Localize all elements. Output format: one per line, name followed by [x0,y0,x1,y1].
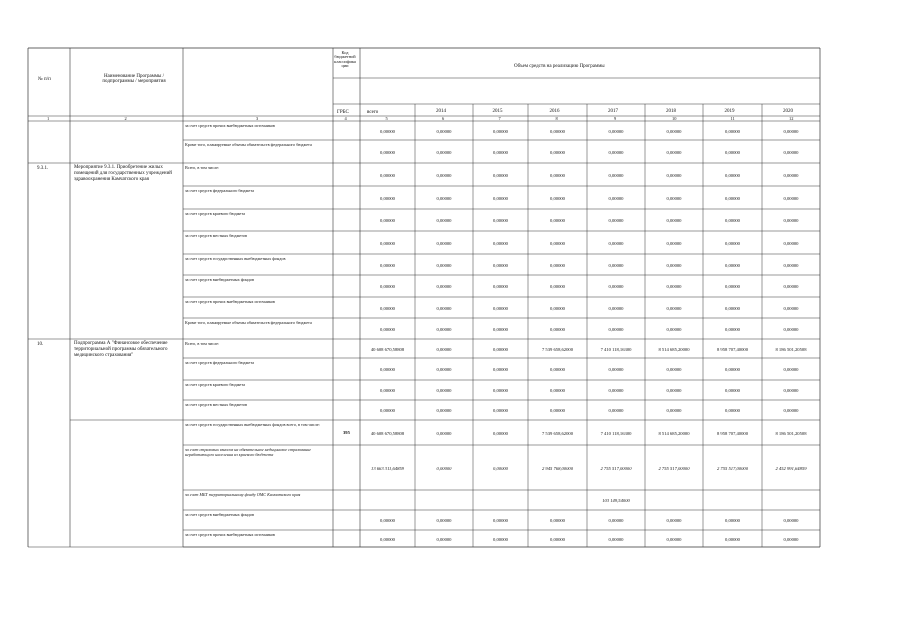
value-cell: 0,00000 [725,195,740,201]
value-cell: 0,00000 [666,367,682,372]
value-cell: 0,00000 [783,326,799,332]
value-cell: 0,00000 [783,240,799,246]
value-cell: 0,00000 [666,195,682,201]
value-cell: 0,00000 [493,195,508,201]
column-index: 4 [344,115,347,121]
value-cell: 0,00000 [380,367,395,372]
value-cell: 0,00000 [608,367,624,372]
value-cell: 0,00000 [783,536,799,542]
funding-source: за счет средств местных бюджетов [185,233,247,238]
value-cell: 0,00000 [608,388,624,393]
program-name: Мероприятие 9.3.1. Приобретение жилых помещений для государственных учреждений здравоохранения Камчатского края [74,165,172,182]
value-cell: 0,00000 [436,128,452,134]
funding-source: Кроме того, планируемые объемы обязательств федерального бюджета [185,142,312,147]
column-index: 8 [555,115,558,121]
value-cell: 0,00000 [608,518,624,523]
value-cell: 8 186 501,20508 [775,430,807,436]
value-cell: 103 149,54000 [602,498,630,503]
value-cell: 0,00000 [666,172,682,178]
value-cell: 0,00000 [380,149,395,155]
value-cell: 2 755 517,00000 [600,465,632,471]
funding-source: за счет средств местных бюджетов [185,402,247,407]
value-cell: 0,00000 [666,326,682,332]
value-cell: 0,00000 [493,284,508,289]
column-index: 2 [124,115,127,121]
value-cell: 7 539 658,62000 [541,346,573,352]
funding-source: Всего, в том числе: [185,165,220,170]
value-cell: 0,00000 [666,149,682,155]
value-cell: 0,00000 [608,305,624,311]
value-cell: 0,00000 [380,408,395,413]
value-cell: 0,00000 [380,305,395,311]
value-cell: 0,00000 [783,172,799,178]
value-cell: 0,00000 [436,408,452,413]
value-cell: 0,00000 [436,346,452,352]
value-cell: 0,00000 [436,465,452,471]
value-cell: 7 539 658,62000 [541,430,573,436]
value-cell: 2 755 517,00000 [658,465,690,471]
value-cell: 0,00000 [493,326,508,332]
value-cell: 0,00000 [550,128,565,134]
value-cell: 0,00000 [550,388,565,393]
value-cell: 8 186 501,20508 [775,346,807,352]
header-year: 2017 [608,109,618,114]
value-cell: 0,00000 [380,218,395,223]
value-cell: 0,00000 [783,262,799,268]
funding-source: Всего, в том числе: [185,341,220,346]
column-index: 11 [730,115,735,121]
row-number: 10. [37,342,44,347]
column-index: 6 [442,115,445,121]
value-cell: 8 514 685,20000 [658,430,690,436]
value-cell: 0,00000 [493,149,508,155]
value-cell: 0,00000 [608,149,624,155]
value-cell: 0,00000 [725,518,740,523]
value-cell: 0,00000 [608,536,624,542]
value-cell: 0,00000 [380,240,395,246]
funding-source: за счет средств прочих внебюджетных источников [185,299,275,304]
value-cell: 13 663 311,64859 [371,465,404,471]
header-year: 2015 [492,109,503,114]
value-cell: 0,00000 [436,388,452,393]
funding-source: за счет средств федерального бюджета [185,360,254,365]
value-cell: 0,00000 [436,240,452,246]
value-cell: 0,00000 [608,408,624,413]
value-cell: 0,00000 [783,149,799,155]
funding-source: за счет средств государственных внебюджетных фондов всего, в том числе: [185,422,320,427]
value-cell: 0,00000 [666,262,682,268]
value-cell: 0,00000 [725,149,740,155]
column-index: 5 [385,115,388,121]
value-cell: 0,00000 [436,430,452,436]
value-cell: 0,00000 [783,284,799,289]
value-cell: 8 958 707,40000 [716,346,748,352]
value-cell: 2 452 991,64859 [775,465,807,471]
value-cell: 0,00000 [666,284,682,289]
value-cell: 0,00000 [380,128,395,134]
funding-source: за счет средств внебюджетных фондов [185,277,254,282]
value-cell: 0,00000 [783,128,799,134]
value-cell: 0,00000 [666,218,682,223]
value-cell: 0,00000 [436,149,452,155]
value-cell: 0,00000 [493,518,508,523]
value-cell: 0,00000 [380,284,395,289]
value-cell: 7 410 118,16300 [600,430,632,436]
value-cell: 0,00000 [550,149,565,155]
value-cell: 0,00000 [380,536,395,542]
value-cell: 8 958 707,40000 [716,430,748,436]
header-year: 2014 [436,109,446,114]
value-cell: 0,00000 [436,518,452,523]
value-cell: 0,00000 [666,536,682,542]
value-cell: 40 608 670,58808 [370,346,405,352]
header-col-volume: Объем средств на реализацию Программы [514,64,605,69]
value-cell: 0,00000 [725,218,740,223]
row-number: 9.3.1. [37,166,49,171]
header-col-name: Наименование Программы / подпрограммы / мероприятия [102,74,166,84]
value-cell: 0,00000 [550,536,565,542]
program-name: Подпрограмма А "Финансовое обеспечение территориальной программы обязательного медицинского страхования" [74,341,168,358]
value-cell: 0,00000 [493,388,508,393]
value-cell: 0,00000 [725,284,740,289]
value-cell: 0,00000 [550,218,565,223]
value-cell: 0,00000 [608,284,624,289]
value-cell: 0,00000 [550,367,565,372]
value-cell: 8 514 685,20000 [658,346,690,352]
value-cell: 0,00000 [436,284,452,289]
header-year: 2016 [549,109,560,114]
value-cell: 0,00000 [666,388,682,393]
value-cell: 0,00000 [493,172,508,178]
value-cell: 0,00000 [550,195,565,201]
value-cell: 0,00000 [725,262,740,268]
value-cell: 40 608 670,58808 [370,430,405,436]
value-cell: 0,00000 [436,367,452,372]
value-cell: 0,00000 [783,518,799,523]
value-cell: 0,00000 [550,518,565,523]
value-cell: 0,00000 [666,305,682,311]
value-cell: 0,00000 [493,128,508,134]
value-cell: 0,00000 [666,518,682,523]
value-cell: 0,00000 [608,128,624,134]
value-cell: 0,00000 [783,305,799,311]
value-cell: 0,00000 [550,172,565,178]
value-cell: 0,00000 [725,326,740,332]
header-year: 2019 [724,109,735,114]
value-cell: 0,00000 [380,326,395,332]
value-cell: 0,00000 [725,240,740,246]
value-cell: 7 410 118,16300 [600,346,632,352]
value-cell: 2 945 768,00000 [541,465,573,471]
value-cell: 0,00000 [436,262,452,268]
value-cell: 0,00000 [436,218,452,223]
value-cell: 0,00000 [380,172,395,178]
funding-source: за счет страховых взносов на обязательное медицинское страхование неработающего населения из краевого бюджета [185,447,312,458]
value-cell: 0,00000 [550,305,565,311]
value-cell: 0,00000 [493,305,508,311]
header-col-kbk: Код бюджетной классифика ции [334,50,356,69]
value-cell: 0,00000 [725,388,740,393]
value-cell: 0,00000 [608,172,624,178]
value-cell: 0,00000 [608,326,624,332]
value-cell: 2 755 517,00000 [716,465,748,471]
value-cell: 0,00000 [608,195,624,201]
value-cell: 0,00000 [493,465,508,471]
funding-source: Кроме того, планируемые объемы обязательств федерального бюджета [185,320,312,325]
column-index: 1 [47,115,50,121]
value-cell: 0,00000 [550,326,565,332]
value-cell: 0,00000 [725,367,740,372]
funding-source: за счет МБТ территориальному фонду ОМС Камчатского края [185,492,301,497]
value-cell: 0,00000 [436,195,452,201]
value-cell: 0,00000 [493,240,508,246]
value-cell: 0,00000 [725,172,740,178]
value-cell: 0,00000 [380,518,395,523]
value-cell: 0,00000 [783,408,799,413]
value-cell: 0,00000 [550,408,565,413]
value-cell: 0,00000 [783,195,799,201]
value-cell: 0,00000 [608,240,624,246]
funding-source: за счет средств государственных внебюджетных фондов [185,256,286,261]
header-col-total: всего [367,110,379,115]
value-cell: 0,00000 [380,388,395,393]
value-cell: 0,00000 [666,408,682,413]
column-index: 9 [614,115,617,121]
value-cell: 0,00000 [725,536,740,542]
value-cell: 0,00000 [608,218,624,223]
funding-source: за счет средств внебюджетных фондов [185,512,254,517]
column-index: 12 [789,115,794,121]
header-year: 2018 [666,109,676,114]
value-cell: 0,00000 [380,262,395,268]
value-cell: 0,00000 [493,430,508,436]
value-cell: 0,00000 [666,128,682,134]
column-index: 3 [256,115,259,121]
value-cell: 0,00000 [380,195,395,201]
value-cell: 0,00000 [550,262,565,268]
value-cell: 0,00000 [436,172,452,178]
value-cell: 0,00000 [608,262,624,268]
value-cell: 0,00000 [436,536,452,542]
value-cell: 0,00000 [550,284,565,289]
value-cell: 0,00000 [436,305,452,311]
value-cell: 0,00000 [783,388,799,393]
column-index: 7 [498,115,501,121]
funding-source: за счет средств прочих внебюджетных источников [185,123,275,128]
value-cell: 0,00000 [783,367,799,372]
value-cell: 0,00000 [783,218,799,223]
grbs-code: 395 [343,429,350,435]
value-cell: 0,00000 [725,408,740,413]
funding-source: за счет средств краевого бюджета [185,382,246,387]
value-cell: 0,00000 [666,240,682,246]
value-cell: 0,00000 [493,262,508,268]
value-cell: 0,00000 [493,346,508,352]
funding-source: за счет средств прочих внебюджетных источников [185,532,275,537]
header-year: 2020 [783,109,793,114]
funding-source: за счет средств краевого бюджета [185,211,246,216]
value-cell: 0,00000 [493,408,508,413]
value-cell: 0,00000 [493,536,508,542]
value-cell: 0,00000 [436,326,452,332]
value-cell: 0,00000 [725,305,740,311]
column-index: 10 [672,115,677,121]
value-cell: 0,00000 [725,128,740,134]
value-cell: 0,00000 [493,367,508,372]
value-cell: 0,00000 [550,240,565,246]
value-cell: 0,00000 [493,218,508,223]
funding-source: за счет средств федерального бюджета [185,188,254,193]
header-col-num: № п/п [38,77,51,82]
header-col-grbs: ГРБС [337,110,349,115]
